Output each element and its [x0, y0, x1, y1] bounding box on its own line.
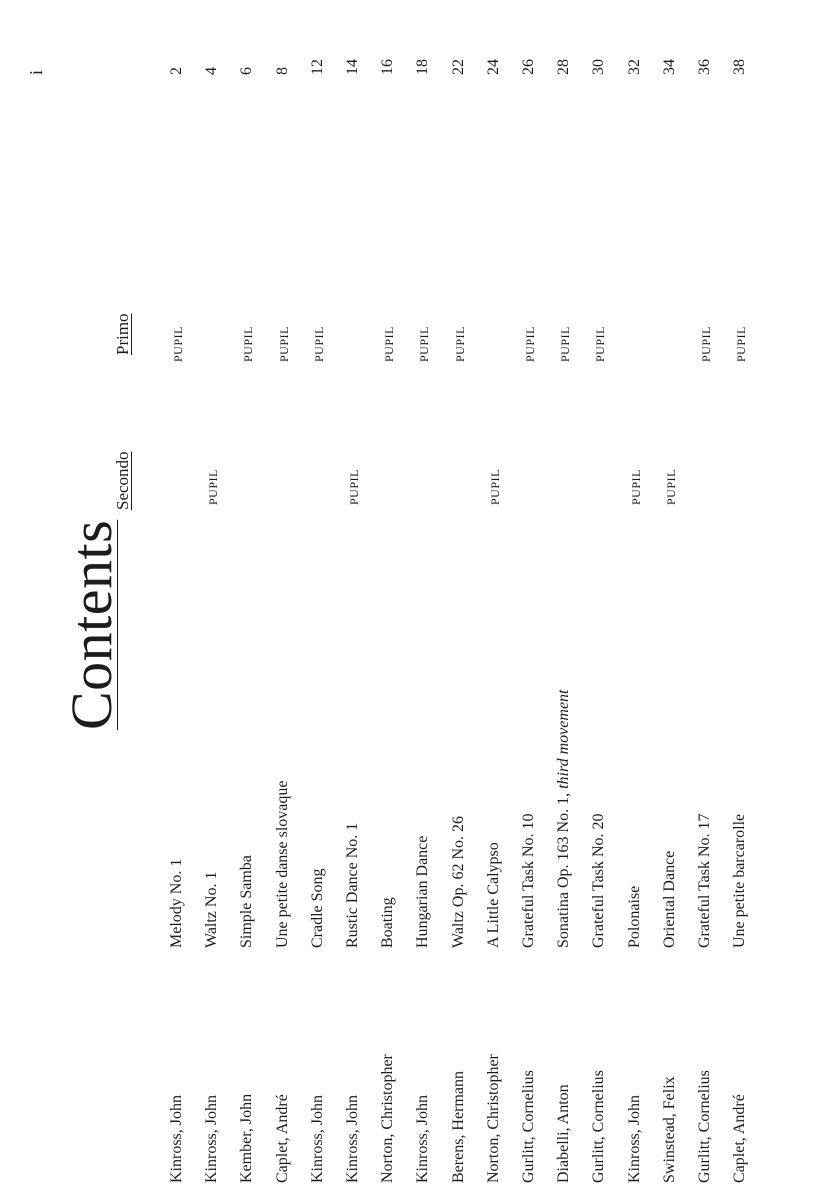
primo-pupil-label: PUPIL	[382, 326, 397, 362]
work-title: Oriental Dance	[660, 850, 678, 948]
contents-row	[168, 0, 196, 1200]
contents-row	[520, 0, 548, 1200]
composer-name: Gurlitt, Cornelius	[696, 1070, 713, 1183]
composer-name: Swinstead, Felix	[660, 1076, 678, 1183]
page-number: 6	[238, 67, 256, 75]
work-title-group	[238, 855, 256, 948]
composer-name: Norton, Christopher	[484, 1054, 502, 1183]
work-title: Grateful Task No. 20	[590, 813, 608, 948]
work-title-group	[696, 813, 714, 948]
composer-name: Kinross, John	[203, 1094, 221, 1183]
secondo-pupil-label: PUPIL	[206, 469, 221, 505]
work-title-group	[168, 859, 186, 948]
primo-pupil-label: PUPIL	[417, 326, 432, 362]
page-number: 22	[449, 59, 467, 75]
composer-name: Caplet, André	[731, 1094, 749, 1183]
secondo-pupil-label: PUPIL	[347, 469, 361, 505]
page-number: 24	[484, 59, 502, 75]
work-title-group	[520, 813, 538, 948]
work-title: Grateful Task No. 10	[520, 813, 537, 948]
column-header-primo: Primo	[113, 313, 132, 355]
composer-name: Kinross, John	[414, 1094, 432, 1183]
contents-row	[344, 0, 372, 1200]
contents-row	[661, 0, 689, 1200]
contents-row	[555, 0, 583, 1200]
primo-pupil-label: PUPIL	[699, 326, 713, 362]
column-header-secondo: Secondo	[113, 451, 132, 510]
primo-pupil-label: PUPIL	[241, 326, 256, 362]
work-title: Hungarian Dance	[414, 835, 432, 948]
composer-name: Kember, John	[238, 1093, 256, 1183]
primo-pupil-label: PUPIL	[452, 326, 467, 362]
page-number: 34	[660, 59, 678, 75]
page-number: 8	[273, 67, 291, 75]
contents-row	[485, 0, 513, 1200]
secondo-pupil-label: PUPIL	[487, 469, 502, 505]
work-title: Polonaise	[625, 885, 643, 948]
composer-name: Gurlitt, Cornelius	[590, 1070, 608, 1183]
work-title: Boating	[379, 897, 397, 948]
composer-name: Kinross, John	[308, 1094, 326, 1183]
composer-name: Kinross, John	[344, 1094, 361, 1183]
page-number: 4	[203, 67, 221, 75]
work-title: Melody No. 1	[168, 858, 185, 948]
work-title-group	[555, 690, 573, 949]
composer-name: Norton, Christopher	[379, 1054, 397, 1183]
work-title: Waltz No. 1	[203, 871, 221, 948]
contents-row	[274, 0, 302, 1200]
primo-pupil-label: PUPIL	[276, 326, 291, 362]
work-title: Une petite danse slovaque	[273, 780, 291, 948]
work-title: Simple Samba	[238, 855, 256, 948]
page-number: 28	[555, 59, 573, 75]
page-number: 14	[344, 59, 361, 75]
composer-name: Diabelli, Anton	[555, 1084, 573, 1183]
page-number: 32	[625, 59, 643, 75]
composer-name: Berens, Hermann	[449, 1071, 467, 1183]
work-title: Cradle Song	[308, 868, 326, 948]
page-number: 2	[168, 67, 185, 75]
page-number: 16	[379, 59, 397, 75]
page-number: 30	[590, 59, 608, 75]
work-title-group	[590, 813, 608, 948]
work-title-group	[274, 781, 292, 949]
page-title: Contents	[59, 519, 124, 730]
contents-row	[731, 0, 759, 1200]
work-title-group	[485, 842, 503, 948]
page-number: 26	[520, 59, 537, 75]
secondo-pupil-label: PUPIL	[628, 469, 643, 505]
composer-name: Caplet, André	[273, 1094, 291, 1183]
work-subtitle: third movement	[555, 689, 573, 789]
work-title-group	[309, 868, 327, 948]
work-title-group	[414, 836, 432, 948]
contents-row	[203, 0, 231, 1200]
work-title-group	[344, 823, 362, 948]
contents-row	[414, 0, 442, 1200]
contents-row	[379, 0, 407, 1200]
contents-row	[626, 0, 654, 1200]
primo-pupil-label: PUPIL	[558, 326, 573, 362]
contents-row	[590, 0, 618, 1200]
composer-name: Kinross, John	[625, 1094, 643, 1183]
work-title-group	[379, 897, 397, 948]
work-title-group	[731, 814, 749, 948]
work-title: Rustic Dance No. 1	[344, 822, 361, 948]
secondo-pupil-label: PUPIL	[663, 469, 678, 505]
work-title: Grateful Task No. 17	[696, 813, 713, 948]
work-title-group	[450, 816, 468, 948]
contents-row	[696, 0, 724, 1200]
primo-pupil-label: PUPIL	[523, 326, 537, 362]
composer-name: Gurlitt, Cornelius	[520, 1070, 537, 1183]
work-title-group	[626, 886, 644, 948]
primo-pupil-label: PUPIL	[734, 326, 749, 362]
work-title: Waltz Op. 62 No. 26	[449, 815, 467, 948]
composer-name: Kinross, John	[168, 1094, 185, 1183]
work-title: Une petite barcarolle	[731, 813, 749, 948]
primo-pupil-label: PUPIL	[311, 326, 326, 362]
work-title-group	[661, 851, 679, 948]
page-marker: i	[26, 69, 46, 75]
page-number: 18	[414, 59, 432, 75]
page-number: 36	[696, 59, 713, 75]
work-title: A Little Calypso	[484, 842, 502, 948]
primo-pupil-label: PUPIL	[171, 326, 185, 362]
work-title: Sonatina Op. 163 No. 1,	[555, 792, 573, 948]
page-number: 12	[308, 59, 326, 75]
primo-pupil-label: PUPIL	[593, 326, 608, 362]
work-title-group	[203, 872, 221, 948]
contents-row	[450, 0, 478, 1200]
contents-row	[238, 0, 266, 1200]
contents-row	[309, 0, 337, 1200]
page-number: 38	[731, 59, 749, 75]
